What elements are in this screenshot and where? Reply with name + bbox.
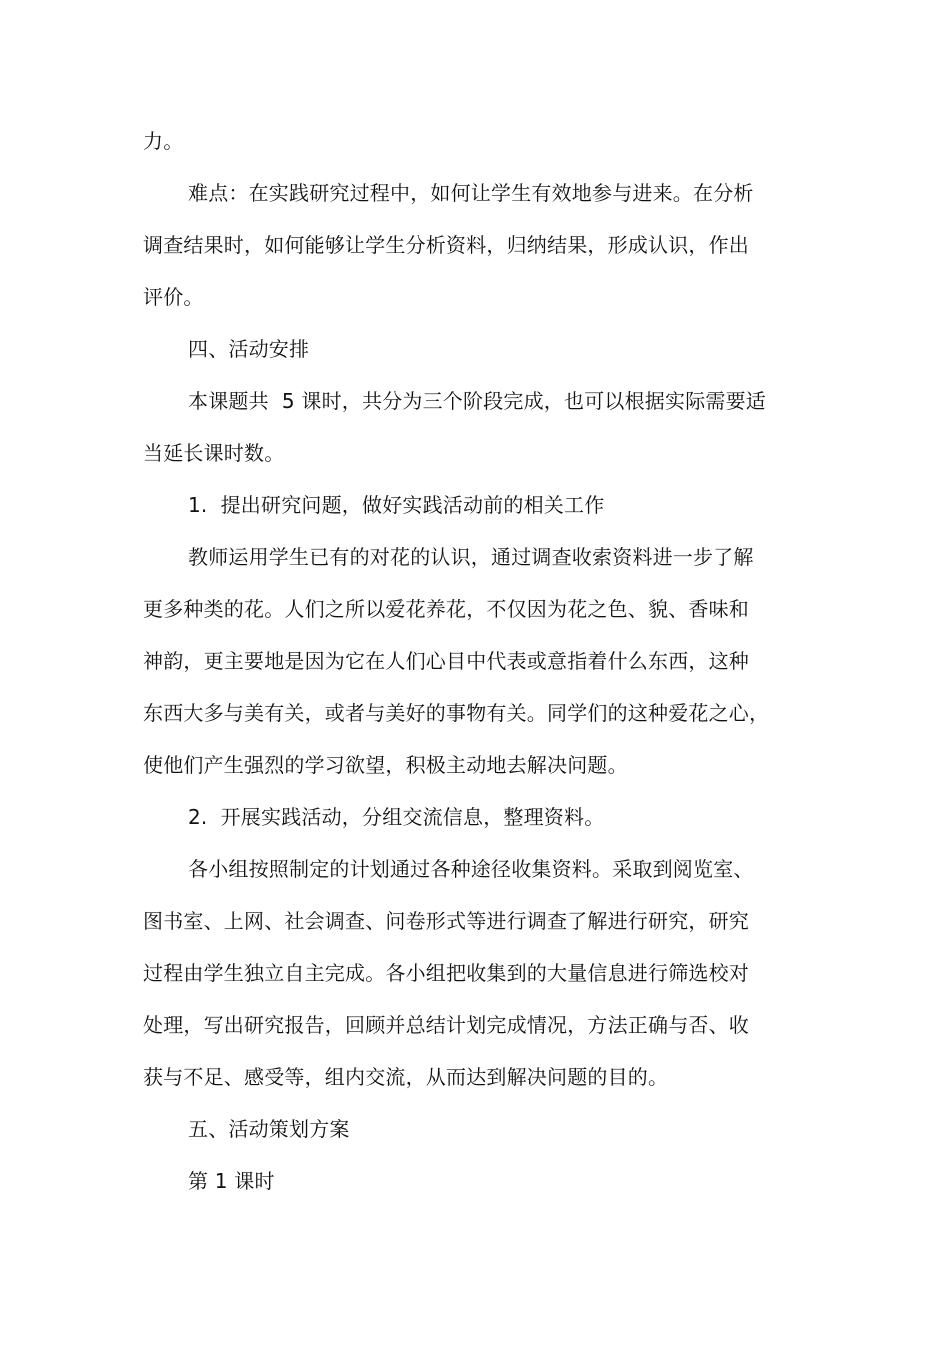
section-heading: 五、活动策划方案 [188, 1117, 350, 1141]
numbered-heading: 1. 提出研究问题，做好实践活动前的相关工作 [188, 493, 605, 517]
section-heading: 四、活动安排 [188, 337, 310, 361]
text-line: 更多种类的花。人们之所以爱花养花，不仅因为花之色、貌、香味和 [143, 597, 749, 621]
text-line: 评价。 [143, 285, 204, 309]
text-line: 难点：在实践研究过程中，如何让学生有效地参与进来。在分析 [188, 181, 754, 205]
numbered-heading: 2. 开展实践活动，分组交流信息，整理资料。 [188, 805, 605, 829]
text-line: 图书室、上网、社会调查、问卷形式等进行调查了解进行研究，研究 [143, 909, 749, 933]
text-line: 神韵，更主要地是因为它在人们心目中代表或意指着什么东西，这种 [143, 649, 749, 673]
text-line: 当延长课时数。 [143, 441, 285, 465]
text-line: 力。 [143, 129, 184, 153]
lesson-heading: 第 1 课时 [188, 1169, 275, 1193]
text-line: 东西大多与美有关，或者与美好的事物有关。同学们的这种爱花之心， [143, 701, 770, 725]
text-line: 使他们产生强烈的学习欲望，积极主动地去解决问题。 [143, 753, 628, 777]
text-line: 过程由学生独立自主完成。各小组把收集到的大量信息进行筛选校对 [143, 961, 749, 985]
text-line: 处理，写出研究报告，回顾并总结计划完成情况，方法正确与否、收 [143, 1013, 749, 1037]
text-line: 调查结果时，如何能够让学生分析资料，归纳结果，形成认识，作出 [143, 233, 749, 257]
text-line: 教师运用学生已有的对花的认识，通过调查收索资料进一步了解 [188, 545, 754, 569]
text-line: 本课题共 5 课时，共分为三个阶段完成，也可以根据实际需要适 [188, 389, 766, 413]
text-line: 获与不足、感受等，组内交流，从而达到解决问题的目的。 [143, 1065, 669, 1089]
text-line: 各小组按照制定的计划通过各种途径收集资料。采取到阅览室、 [188, 857, 754, 881]
